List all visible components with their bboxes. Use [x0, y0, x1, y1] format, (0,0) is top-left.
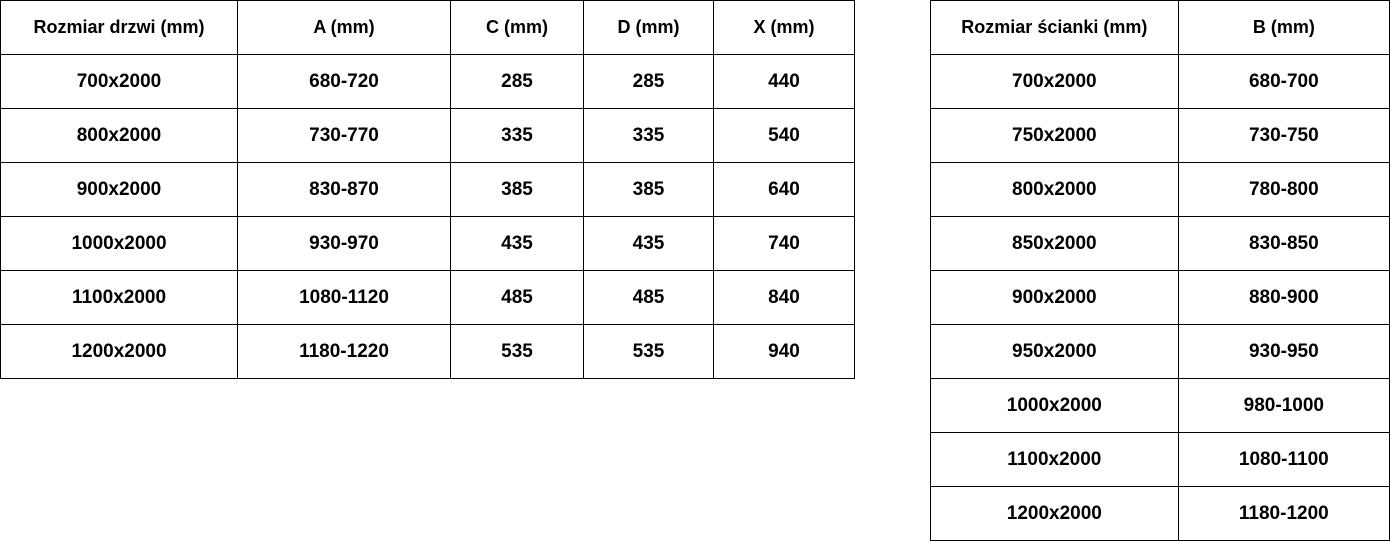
table-row [1, 325, 855, 379]
cell-b: 730-750 [1178, 109, 1389, 163]
column-header-door-size: Rozmiar drzwi (mm) [1, 1, 238, 55]
cell-wall-size: 1100x2000 [931, 433, 1179, 487]
cell-door-size: 900x2000 [1, 163, 238, 217]
cell-b: 1080-1100 [1178, 433, 1389, 487]
cell-x: 540 [714, 109, 855, 163]
cell-a: 730-770 [238, 109, 451, 163]
cell-wall-size: 950x2000 [931, 325, 1179, 379]
cell-wall-size: 1000x2000 [931, 379, 1179, 433]
cell-d: 335 [584, 109, 714, 163]
cell-wall-size: 850x2000 [931, 217, 1179, 271]
cell-wall-size: 700x2000 [931, 55, 1179, 109]
cell-wall-size: 750x2000 [931, 109, 1179, 163]
cell-d: 285 [584, 55, 714, 109]
column-header-b: B (mm) [1178, 1, 1389, 55]
cell-c: 485 [451, 271, 584, 325]
cell-a: 1180-1220 [238, 325, 451, 379]
column-header-a: A (mm) [238, 1, 451, 55]
wall-size-table [930, 0, 1390, 541]
column-header-d: D (mm) [584, 1, 714, 55]
cell-d: 435 [584, 217, 714, 271]
column-header-x: X (mm) [714, 1, 855, 55]
cell-c: 335 [451, 109, 584, 163]
table-header-row [1, 1, 855, 55]
cell-b: 880-900 [1178, 271, 1389, 325]
cell-c: 385 [451, 163, 584, 217]
cell-d: 535 [584, 325, 714, 379]
cell-b: 1180-1200 [1178, 487, 1389, 541]
cell-b: 980-1000 [1178, 379, 1389, 433]
cell-x: 840 [714, 271, 855, 325]
column-header-wall-size: Rozmiar ścianki (mm) [931, 1, 1179, 55]
cell-d: 485 [584, 271, 714, 325]
cell-x: 940 [714, 325, 855, 379]
table-row [931, 109, 1390, 163]
table-row [931, 379, 1390, 433]
table-row [931, 487, 1390, 541]
table-row [1, 109, 855, 163]
cell-a: 680-720 [238, 55, 451, 109]
cell-wall-size: 900x2000 [931, 271, 1179, 325]
table-row [931, 217, 1390, 271]
table-row [1, 55, 855, 109]
cell-c: 435 [451, 217, 584, 271]
cell-wall-size: 1200x2000 [931, 487, 1179, 541]
cell-x: 740 [714, 217, 855, 271]
cell-x: 440 [714, 55, 855, 109]
cell-x: 640 [714, 163, 855, 217]
cell-wall-size: 800x2000 [931, 163, 1179, 217]
cell-door-size: 1000x2000 [1, 217, 238, 271]
cell-a: 830-870 [238, 163, 451, 217]
cell-b: 680-700 [1178, 55, 1389, 109]
cell-b: 930-950 [1178, 325, 1389, 379]
door-size-table [0, 0, 855, 379]
cell-door-size: 1100x2000 [1, 271, 238, 325]
cell-c: 285 [451, 55, 584, 109]
cell-b: 780-800 [1178, 163, 1389, 217]
cell-c: 535 [451, 325, 584, 379]
table-row [1, 271, 855, 325]
cell-a: 1080-1120 [238, 271, 451, 325]
cell-d: 385 [584, 163, 714, 217]
table-row [1, 217, 855, 271]
door-size-table-container [0, 0, 855, 379]
table-header-row [931, 1, 1390, 55]
cell-door-size: 1200x2000 [1, 325, 238, 379]
cell-b: 830-850 [1178, 217, 1389, 271]
cell-door-size: 700x2000 [1, 55, 238, 109]
table-row [931, 325, 1390, 379]
table-row [1, 163, 855, 217]
cell-door-size: 800x2000 [1, 109, 238, 163]
table-row [931, 271, 1390, 325]
table-row [931, 55, 1390, 109]
table-row [931, 163, 1390, 217]
wall-size-table-container [930, 0, 1390, 541]
column-header-c: C (mm) [451, 1, 584, 55]
cell-a: 930-970 [238, 217, 451, 271]
table-row [931, 433, 1390, 487]
